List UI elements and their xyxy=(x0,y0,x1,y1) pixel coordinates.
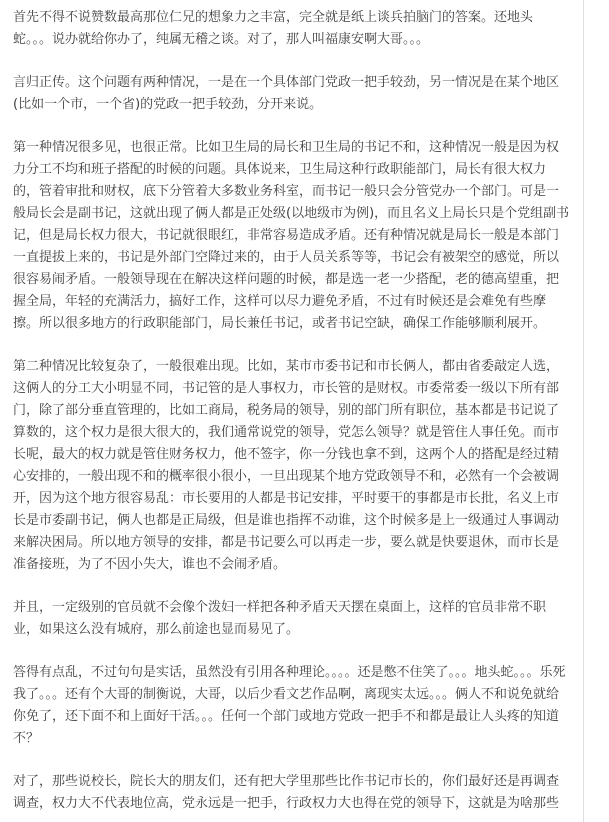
answer-paragraph-2: 言归正传。这个问题有两种情况，一是在一个具体部门党政一把手较劲，另一情况是在某个地区(比如一个市，一个省)的党政一把手较劲，分开来说。 xyxy=(13,75,560,112)
answer-paragraph-7: 对了，那些说校长，院长大的朋友们，还有把大学里那些比作书记市长的，你们最好还是再调查调查，权力大不代表地位高，党永远是一把手，行政权力大也得在党的领导下，这就是为啥那些 xyxy=(13,774,560,811)
answer-paragraph-6: 答得有点乱，不过句句是实话，虽然没有引用各种理论。。。。还是憋不住笑了。。。地头蛇。。。乐死我了。。。还有个大哥的制衡说，大哥，以后少看文艺作品啊，离现实太远。。。俩人不和说免就给你免了，还下面不和上面好干活。。。任何一个部门或地方党政一把手不和都是最让人头疼的知道不？ xyxy=(13,665,566,746)
answer-paragraph-5: 并且，一定级别的官员就不会像个泼妇一样把各种矛盾天天摆在桌面上，这样的官员非常不职业，如果这么没有城府，那么前途也显而易见了。 xyxy=(13,600,547,637)
answer-paragraph-3: 第一种情况很多见，也很正常。比如卫生局的局长和卫生局的书记不和，这种情况一般是因为权力分工不均和班子搭配的时候的问题。具体说来，卫生局这种行政职能部门，局长有很大权力的，管着审批和财权，底下分管着大多数业务科室，而书记一般只会分管党办一个部门。可是一般局长会是副书记，这就出现了俩人都是正处级(以地级市为例)，而且名义上局长只是个党组副书记，但是局长权力很大，书记就很眼红，非常容易造成矛盾。还有种情况就是局长一般是本部门一直提拔上来的，书记是外部门空降过来的，由于人员关系等等，书记会有被架空的感觉，所以很容易闹矛盾。一般领导现在在解决这样问题的时候，都是选一老一少搭配，老的德高望重，把握全局，年轻的充满活力，搞好工作，这样可以尽力避免矛盾，不过有时候还是会难免有些摩擦。所以很多地方的行政职能部门，局长兼任书记，或者书记空缺，确保工作能够顺利展开。 xyxy=(13,140,570,331)
answer-paragraph-4: 第二种情况比较复杂了，一般很难出现。比如，某市市委书记和市长俩人，都由省委敲定人选，这俩人的分工大小明显不同，书记管的是人事权力，市长管的是财权。市委常委一级以下所有部门，除了部分垂直管理的，比如工商局，税务局的领导，别的部门所有职位，基本都是书记说了算数的，这个权力是很大很大的，我们通常说党的领导，党怎么领导？就是管住人事任免。而市长呢，最大的权力就是管住财务权力，他不签字，你一分钱也拿不到，这两个人的搭配是经过精心安排的，一般出现不和的概率很小很小，一旦出现某个地方党政领导不和，必然有一个会被调开，因为这个地方很容易乱：市长要用的人都是书记安排，平时要干的事都是市长批，名义上市长是市委副书记，俩人也都是正局级，但是谁也指挥不动谁，这个时候多是上一级通过人事调动来解决困局。所以地方领导的安排，都是书记要么可以再走一步，要么就是快要退休，而市长是准备接班，为了不因小失大，谁也不会闹矛盾。 xyxy=(13,359,560,572)
page-right-gutter xyxy=(584,0,609,822)
answer-paragraph-1: 首先不得不说赞数最高那位仁兄的想象力之丰富，完全就是纸上谈兵拍脑门的答案。还地头蛇。。。说办就给你办了，纯属无稽之谈。对了，那人叫福康安啊大哥。。。 xyxy=(13,10,534,47)
